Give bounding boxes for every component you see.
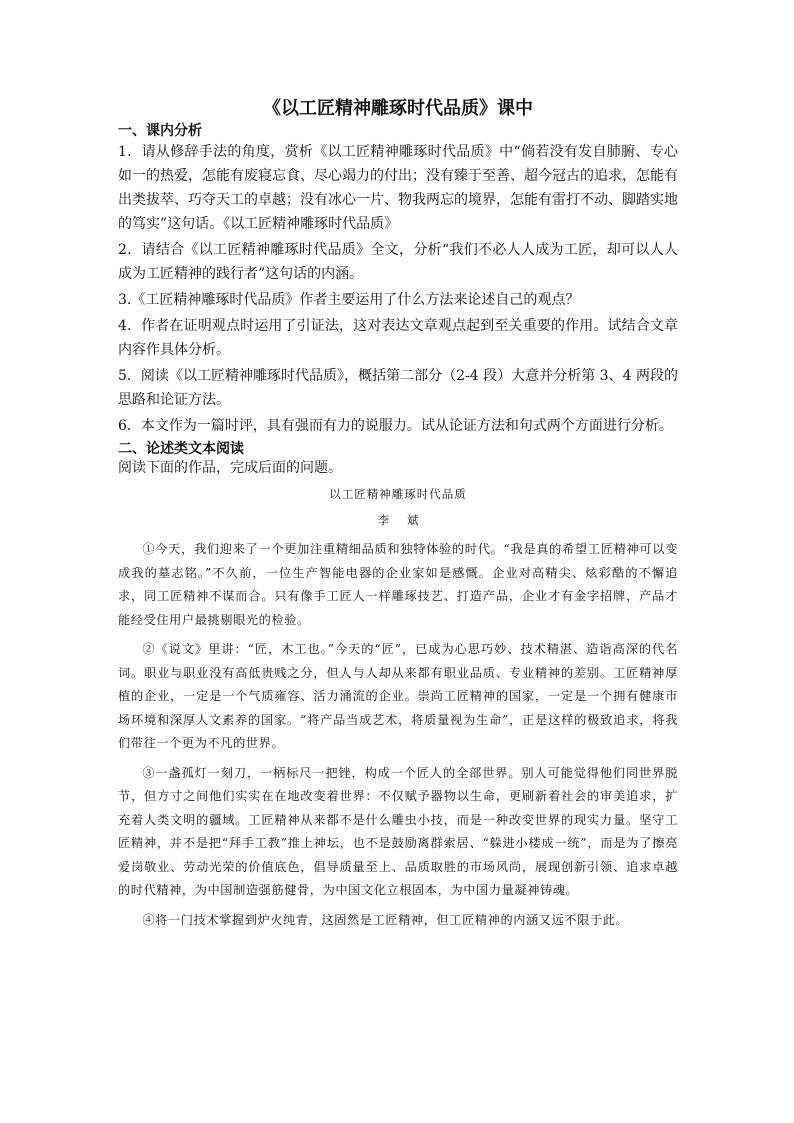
article-paragraph-3: ③一盏孤灯一刻刀，一柄标尺一把锉，构成一个匠人的全部世界。别人可能觉得他们同世界脱节，但方寸之间他们实实在在地改变着世界：不仅赋予器物以生命，更刷新着社会的审美追求，扩充着人类文明的疆域。工匠精神从来都不是什么雕虫小技，而是一种改变世界的现实力量。坚守工匠精神，并不是把“拜手工教”推上神坛，也不是鼓励离群索居、“躲进小楼成一统”，而是为了擦亮爱岗敬业、劳动光荣的价值底色，倡导质量至上、品质取胜的市场风尚，展现创新引领、追求卓越的时代精神，为中国制造强筋健骨，为中国文化立根固本，为中国力量凝神铸魂。 bbox=[118, 765, 678, 897]
article-paragraph-2: ②《说文》里讲：“匠，木工也。”今天的“匠”，已成为心思巧妙、技术精湛、造诣高深的代名词。职业与职业没有高低贵贱之分，但人与人却从来都有职业品质、专业精神的差别。工匠精神厚植的企业，一定是一个气质雍容、活力涌流的企业。崇尚工匠精神的国家，一定是一个拥有健康市场环境和深厚人文素养的国家。“将产品当成艺术，将质量视为生命”，正是这样的极致追求，将我们带往一个更为不凡的世界。 bbox=[118, 642, 678, 750]
section-in-class-analysis bbox=[118, 122, 678, 438]
section-heading: 一、课内分析 bbox=[118, 123, 202, 139]
question-2: 2．请结合《以工匠精神雕琢时代品质》全文，分析“我们不必人人成为工匠，却可以人人成为工匠精神的践行者”这句话的内涵。 bbox=[118, 242, 678, 282]
question-6: 6．本文作为一篇时评，具有强而有力的说服力。试从论证方法和句式两个方面进行分析。 bbox=[118, 418, 673, 434]
section-heading: 二、论述类文本阅读 bbox=[118, 441, 244, 457]
section-reading bbox=[118, 440, 678, 932]
question-1: 1．请从修辞手法的角度，赏析《以工匠精神雕琢时代品质》中“倘若没有发自肺腑、专心如一的热爱，怎能有废寝忘食、尽心竭力的付出；没有臻于至善、超今冠古的追求，怎能有出类拔萃、巧夺天工的卓越；没有冰心一片、物我两忘的境界，怎能有雷打不动、脚踏实地的笃实”这句话。《以工匠精神雕琢时代品质》 bbox=[118, 144, 678, 232]
reading-instructions: 阅读下面的作品，完成后面的问题。 bbox=[118, 460, 342, 476]
article-paragraph-4: ④将一门技术掌握到炉火纯青，这固然是工匠精神，但工匠精神的内涵又远不限于此。 bbox=[142, 912, 629, 927]
document-page bbox=[118, 96, 678, 938]
article-paragraph-1: ①今天，我们迎来了一个更加注重精细品质和独特体验的时代。“我是真的希望工匠精神可以变成我的墓志铭。”不久前，一位生产智能电器的企业家如是感慨。企业对高精尖、炫彩酷的不懈追求，同工匠精神不谋而合。只有像手工匠人一样雕琢技艺、打造产品，企业才有金字招牌，产品才能经受住用户最挑剔眼光的检验。 bbox=[118, 542, 678, 627]
question-4: 4．作者在证明观点时运用了引证法，这对表达文章观点起到至关重要的作用。试结合文章内容作具体分析。 bbox=[118, 318, 678, 358]
article-author: 李斌 bbox=[377, 513, 437, 527]
question-5: 5．阅读《以工匠精神雕琢时代品质》，概括第二部分（2-4 段）大意并分析第 3、4 两段的思路和论证方法。 bbox=[118, 368, 678, 408]
page-title: 《以工匠精神雕琢时代品质》课中 bbox=[263, 98, 533, 119]
question-3: 3.《工匠精神雕琢时代品质》作者主要运用了什么方法来论述自己的观点？ bbox=[118, 292, 580, 308]
article-title: 以工匠精神雕琢时代品质 bbox=[329, 487, 467, 501]
